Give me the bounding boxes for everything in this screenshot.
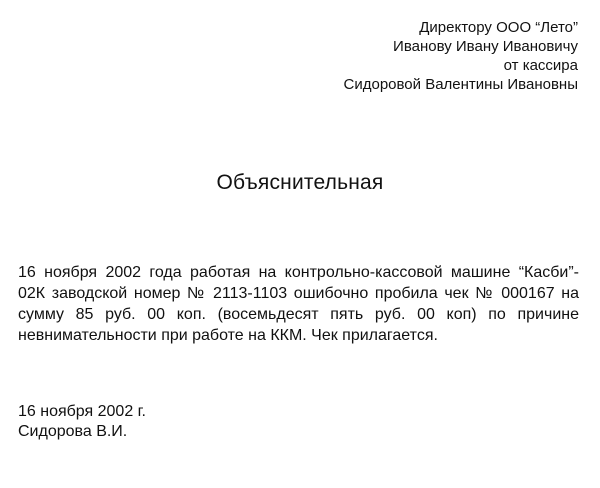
addressee-block <box>344 18 578 94</box>
addressee-line-director: Директору ООО “Лето” <box>419 19 578 36</box>
body-line-3: сумму 85 руб. 00 коп. (восемьдесят пять руб. 00 коп) по причине <box>18 306 579 323</box>
signature-block <box>18 402 146 442</box>
body-line-1: 16 ноября 2002 года работая на контрольно-кассовой машине “Касби”- <box>18 264 579 281</box>
explanation-body <box>18 262 579 346</box>
addressee-line-from: от кассира <box>503 57 578 74</box>
signature-name: Сидорова В.И. <box>18 423 128 440</box>
signature-date: 16 ноября 2002 г. <box>18 403 146 420</box>
document-title: Объяснительная <box>216 171 384 194</box>
body-line-2: 02К заводской номер № 2113-1103 ошибочно пробила чек № 000167 на <box>18 285 579 302</box>
addressee-line-name: Иванову Ивану Ивановичу <box>393 38 578 55</box>
body-line-4: невнимательности при работе на ККМ. Чек прилагается. <box>18 327 438 344</box>
addressee-line-sender: Сидоровой Валентины Ивановны <box>343 76 578 93</box>
